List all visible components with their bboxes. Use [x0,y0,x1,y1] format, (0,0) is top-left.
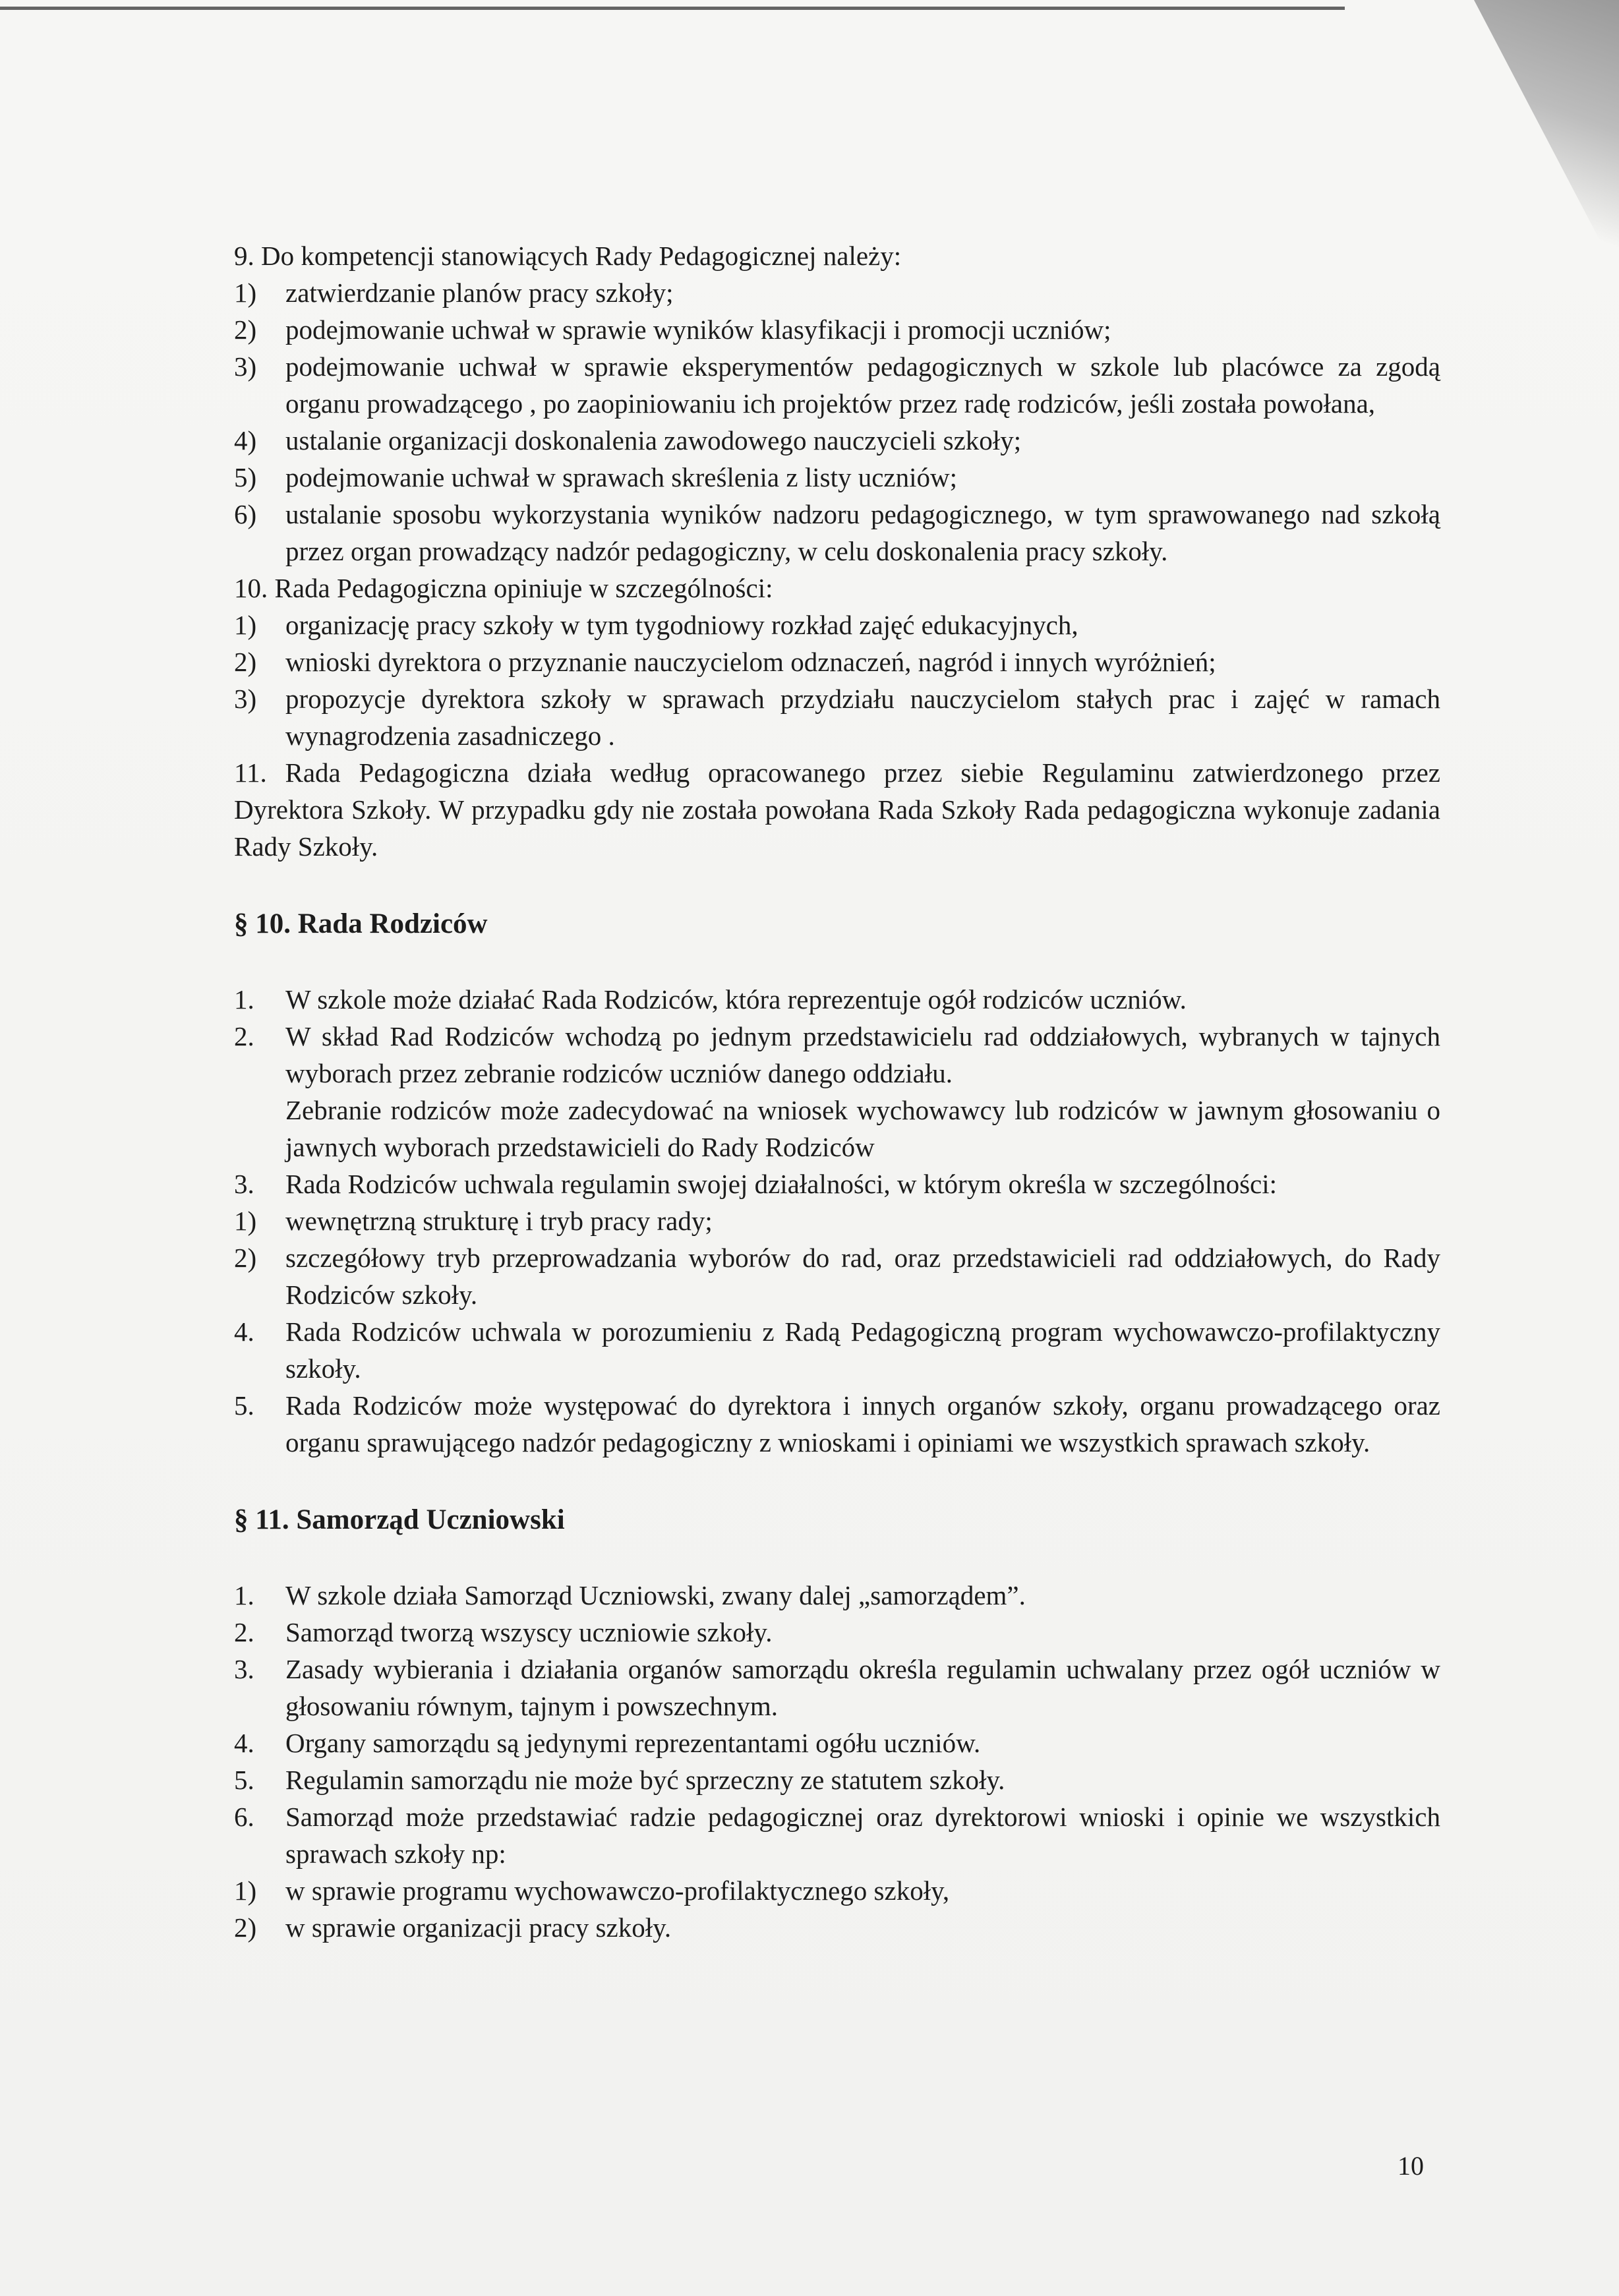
scan-edge-line [0,7,1345,10]
paragraph-10-subitem: 1) wewnętrzną strukturę i tryb pracy rady; [234,1206,713,1236]
paragraph-11-item: 4. Organy samorządu są jedynymi reprezentantami ogółu uczniów. [234,1728,981,1758]
page-number: 10 [1398,2151,1424,2181]
paragraph-11-item: 5. Regulamin samorządu nie może być sprzeczny ze statutem szkoły. [234,1765,1005,1795]
section-9-item: 1) zatwierdzanie planów pracy szkoły; [234,278,674,308]
section-9-item: 5) podejmowanie uchwał w sprawach skreślenia z listy uczniów; [234,462,957,492]
paragraph-10-item: 1. W szkole może działać Rada Rodziców, która reprezentuje ogół rodziców uczniów. [234,984,1187,1015]
section-9-item: 4) ustalanie organizacji doskonalenia zawodowego nauczycieli szkoły; [234,425,1022,456]
paragraph-10-heading: § 10. Rada Rodziców [234,908,488,939]
paragraph-10-item: 2. W skład Rad Rodziców wchodzą po jednym przedstawicielu rad oddziałowych, wybranych w tajnych wyborach przez zebranie rodziców uczniów danego oddziału. Zebranie rodziców może zadecydować na wniosek wychowawcy lub rodziców w jawnym głosowaniu o jawnych wyborach przedstawicieli do Rady Rodziców [234,1021,1440,1162]
paragraph-11-heading: § 11. Samorząd Uczniowski [234,1504,565,1535]
section-9-item: 6) ustalanie sposobu wykorzystania wyników nadzoru pedagogicznego, w tym sprawowanego nad szkołą przez organ prowadzący nadzór pedagogiczny, w celu doskonalenia pracy szkoły. [234,499,1440,566]
paragraph-10-item: 5. Rada Rodziców może występować do dyrektora i innych organów szkoły, organu prowadzącego oraz organu sprawującego nadzór pedagogiczny z wnioskami i opiniami we wszystkich sprawach szkoły. [234,1390,1440,1457]
paragraph-11-subitem: 2) w sprawie organizacji pracy szkoły. [234,1912,672,1943]
section-10-intro: 10. Rada Pedagogiczna opiniuje w szczególności: [234,573,773,603]
paragraph-11-subitem: 1) w sprawie programu wychowawczo-profilaktycznego szkoły, [234,1875,950,1906]
document-body [234,237,1440,1946]
paragraph-11-item: 2. Samorząd tworzą wszyscy uczniowie szkoły. [234,1617,773,1647]
paragraph-10-item: 3. Rada Rodziców uchwala regulamin swojej działalności, w którym określa w szczególności: [234,1169,1278,1199]
paragraph-10-item-extra: Zebranie rodziców może zadecydować na wniosek wychowawcy lub rodziców w jawnym głosowaniu o jawnych wyborach przedstawicieli do Rady Rodziców [285,1095,1440,1162]
section-11-text: 11. Rada Pedagogiczna działa według opracowanego przez siebie Regulaminu zatwierdzonego przez Dyrektora Szkoły. W przypadku gdy nie została powołana Rada Szkoły Rada pedagogiczna wykonuje zadania Rady Szkoły. [234,757,1440,862]
section-10-item: 3) propozycje dyrektora szkoły w sprawach przydziału nauczycielom stałych prac i zajęć w ramach wynagrodzenia zasadniczego . [234,684,1440,751]
section-9-intro: 9. Do kompetencji stanowiących Rady Pedagogicznej należy: [234,241,902,271]
section-9-item: 2) podejmowanie uchwał w sprawie wyników klasyfikacji i promocji uczniów; [234,314,1111,345]
paragraph-10-item: 4. Rada Rodziców uchwala w porozumieniu z Radą Pedagogiczną program wychowawczo-profilaktyczny szkoły. [234,1316,1440,1384]
paragraph-11-item: 3. Zasady wybierania i działania organów samorządu określa regulamin uchwalany przez ogół uczniów w głosowaniu równym, tajnym i powszechnym. [234,1654,1440,1721]
folded-corner-shadow [1474,0,1619,277]
section-9-item: 3) podejmowanie uchwał w sprawie eksperymentów pedagogicznych w szkole lub placówce za zgodą organu prowadzącego , po zaopiniowaniu ich projektów przez radę rodziców, jeśli została powołana, [234,351,1440,419]
paragraph-10-subitem: 2) szczegółowy tryb przeprowadzania wyborów do rad, oraz przedstawicieli rad oddziałowych, do Rady Rodziców szkoły. [234,1243,1440,1310]
paragraph-11-item: 6. Samorząd może przedstawiać radzie pedagogicznej oraz dyrektorowi wnioski i opinie we wszystkich sprawach szkoły np: [234,1802,1440,1869]
paragraph-11-item: 1. W szkole działa Samorząd Uczniowski, zwany dalej „samorządem”. [234,1580,1026,1610]
section-10-item: 2) wnioski dyrektora o przyznanie nauczycielom odznaczeń, nagród i innych wyróżnień; [234,647,1216,677]
section-10-item: 1) organizację pracy szkoły w tym tygodniowy rozkład zajęć edukacyjnych, [234,610,1078,640]
